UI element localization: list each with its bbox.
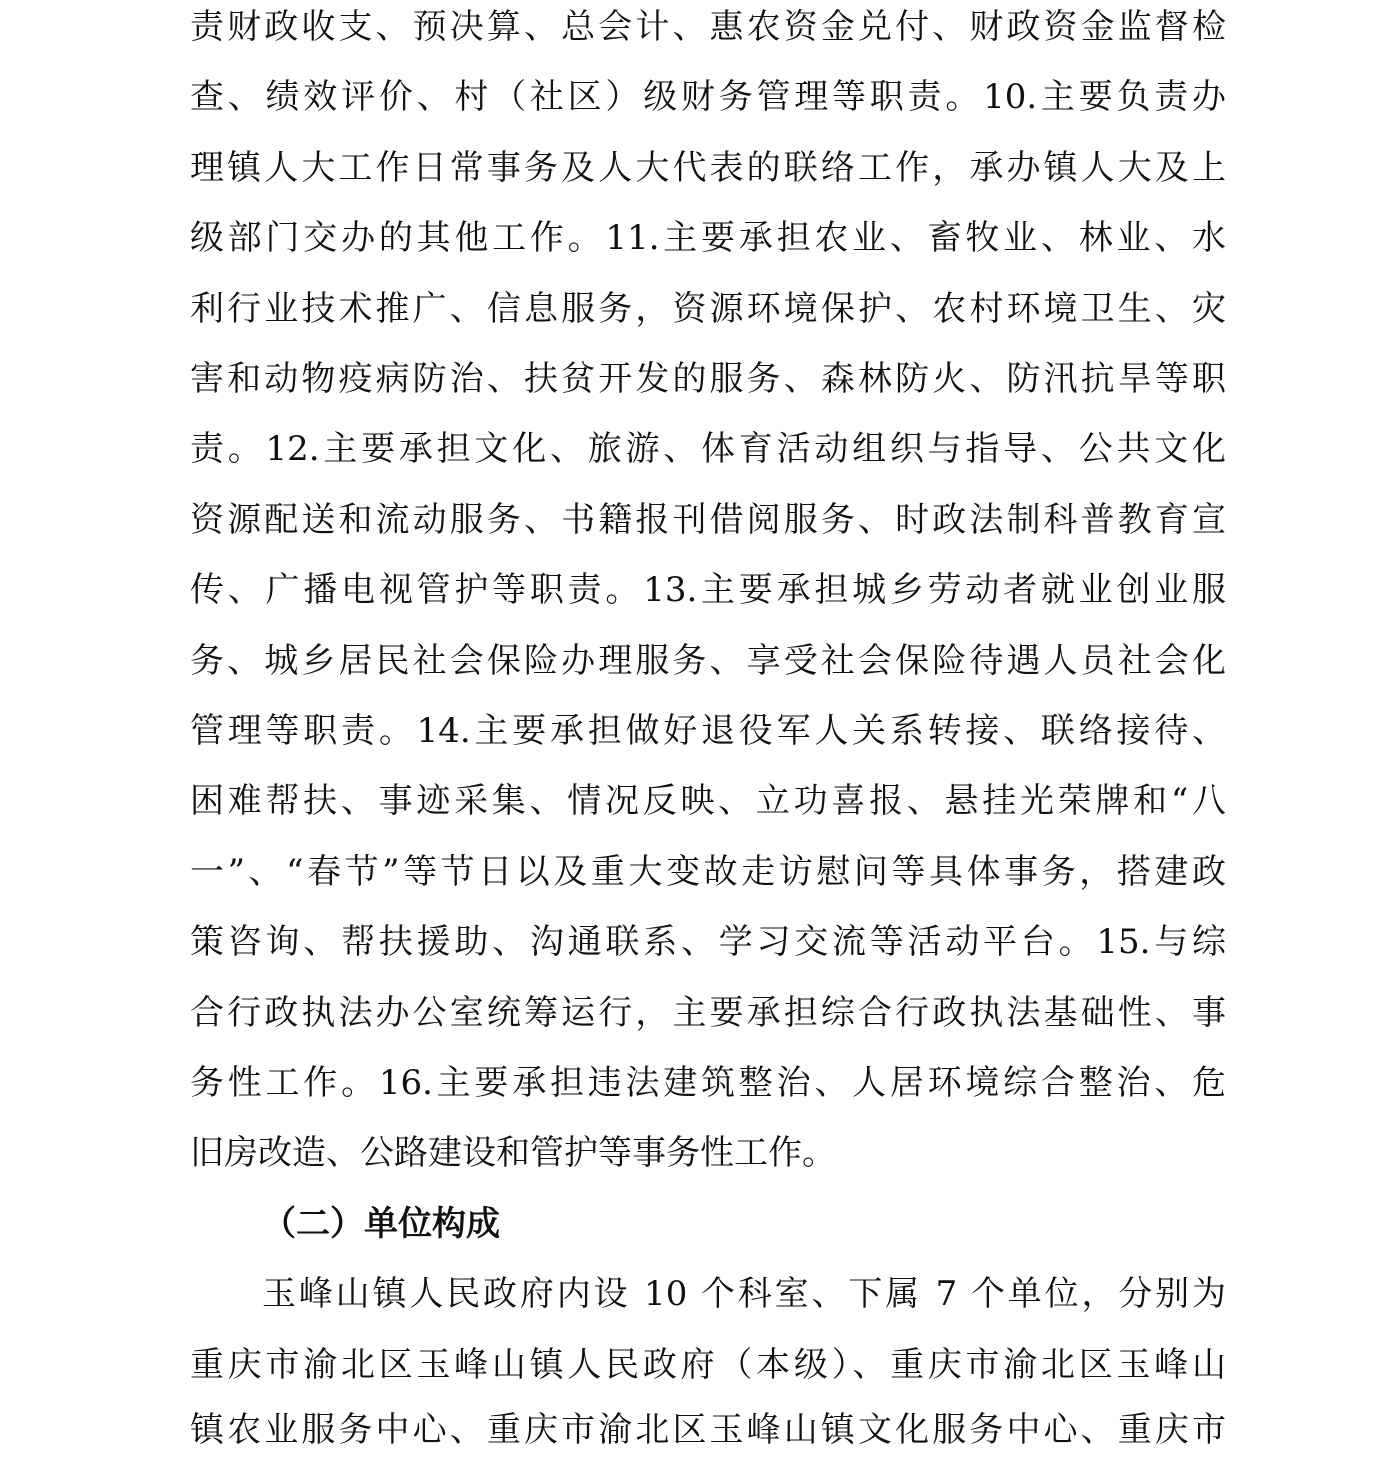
paragraph-line: 级部门交办的其他工作。11.主要承担农业、畜牧业、林业、水	[190, 218, 1226, 258]
paragraph-line: 合行政执法办公室统筹运行，主要承担综合行政执法基础性、事	[190, 993, 1226, 1033]
paragraph-line: 重庆市渝北区玉峰山镇人民政府（本级）、重庆市渝北区玉峰山	[190, 1345, 1226, 1385]
paragraph-line: 资源配送和流动服务、书籍报刊借阅服务、时政法制科普教育宣	[190, 500, 1226, 540]
paragraph-line: 困难帮扶、事迹采集、情况反映、立功喜报、悬挂光荣牌和“八	[190, 781, 1226, 821]
paragraph-line: 策咨询、帮扶援助、沟通联系、学习交流等活动平台。15.与综	[190, 922, 1226, 962]
paragraph-line: 责。12.主要承担文化、旅游、体育活动组织与指导、公共文化	[190, 429, 1226, 469]
paragraph-line: 传、广播电视管护等职责。13.主要承担城乡劳动者就业创业服	[190, 570, 1226, 610]
paragraph-line: 查、绩效评价、村（社区）级财务管理等职责。10.主要负责办	[190, 77, 1226, 117]
paragraph-line: 务、城乡居民社会保险办理服务、享受社会保险待遇人员社会化	[190, 641, 1226, 681]
paragraph-line: 害和动物疫病防治、扶贫开发的服务、森林防火、防汛抗旱等职	[190, 359, 1226, 399]
paragraph-line: 利行业技术推广、信息服务，资源环境保护、农村环境卫生、灾	[190, 289, 1226, 329]
paragraph-line: 一”、“春节”等节日以及重大变故走访慰问等具体事务，搭建政	[190, 852, 1226, 892]
paragraph-line: 旧房改造、公路建设和管护等事务性工作。	[190, 1133, 836, 1173]
paragraph-line: 责财政收支、预决算、总会计、惠农资金兑付、财政资金监督检	[190, 7, 1226, 47]
section-heading: （二）单位构成	[262, 1204, 500, 1244]
paragraph-line: 管理等职责。14.主要承担做好退役军人关系转接、联络接待、	[190, 711, 1226, 751]
paragraph-line: 玉峰山镇人民政府内设 10 个科室、下属 7 个单位，分别为	[262, 1274, 1226, 1314]
paragraph-line: 务性工作。16.主要承担违法建筑整治、人居环境综合整治、危	[190, 1063, 1226, 1103]
paragraph-line: 理镇人大工作日常事务及人大代表的联络工作，承办镇人大及上	[190, 148, 1226, 188]
paragraph-line: 镇农业服务中心、重庆市渝北区玉峰山镇文化服务中心、重庆市	[190, 1410, 1226, 1450]
